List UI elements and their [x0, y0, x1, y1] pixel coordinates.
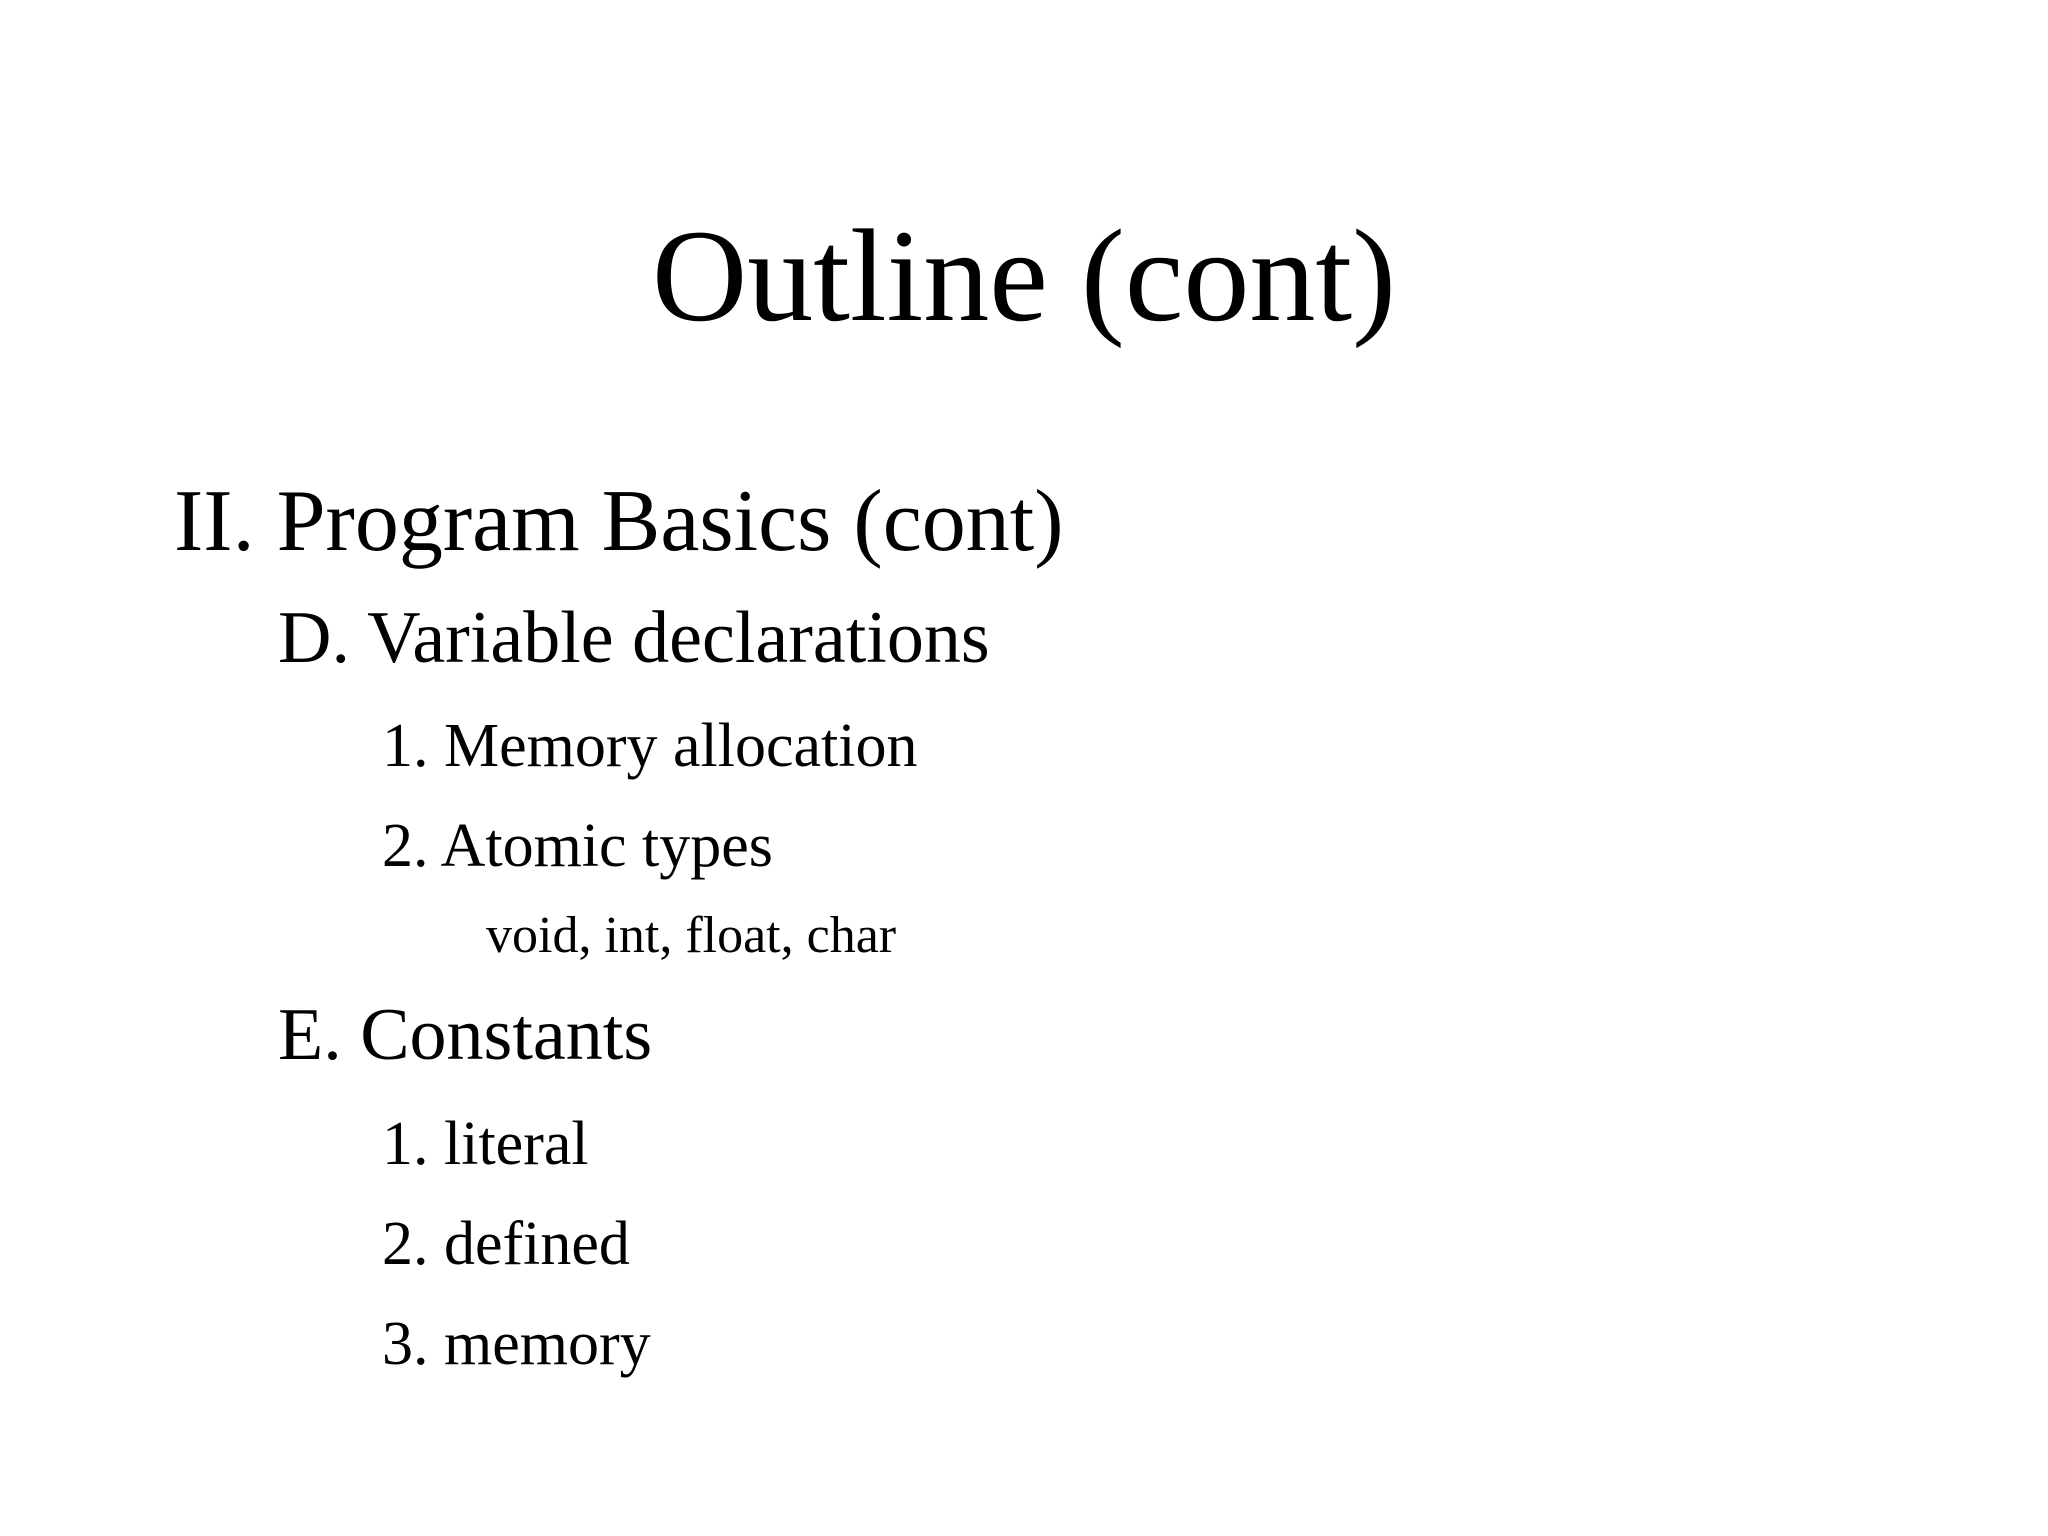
outline-item-d: D. Variable declarations — [278, 597, 990, 679]
outline-subitem-memory-allocation: 1. Memory allocation — [382, 712, 918, 780]
slide-title: Outline (cont) — [651, 202, 1397, 349]
outline-section: II. Program Basics (cont) — [174, 473, 1064, 570]
outline-subitem-atomic-types: 2. Atomic types — [382, 812, 773, 880]
outline-subitem-literal: 1. literal — [382, 1110, 589, 1178]
outline-detail-atomic-types: void, int, float, char — [486, 907, 897, 964]
outline-item-e: E. Constants — [278, 994, 653, 1076]
outline-subitem-defined: 2. defined — [382, 1210, 630, 1278]
outline-subitem-memory: 3. memory — [382, 1310, 651, 1378]
